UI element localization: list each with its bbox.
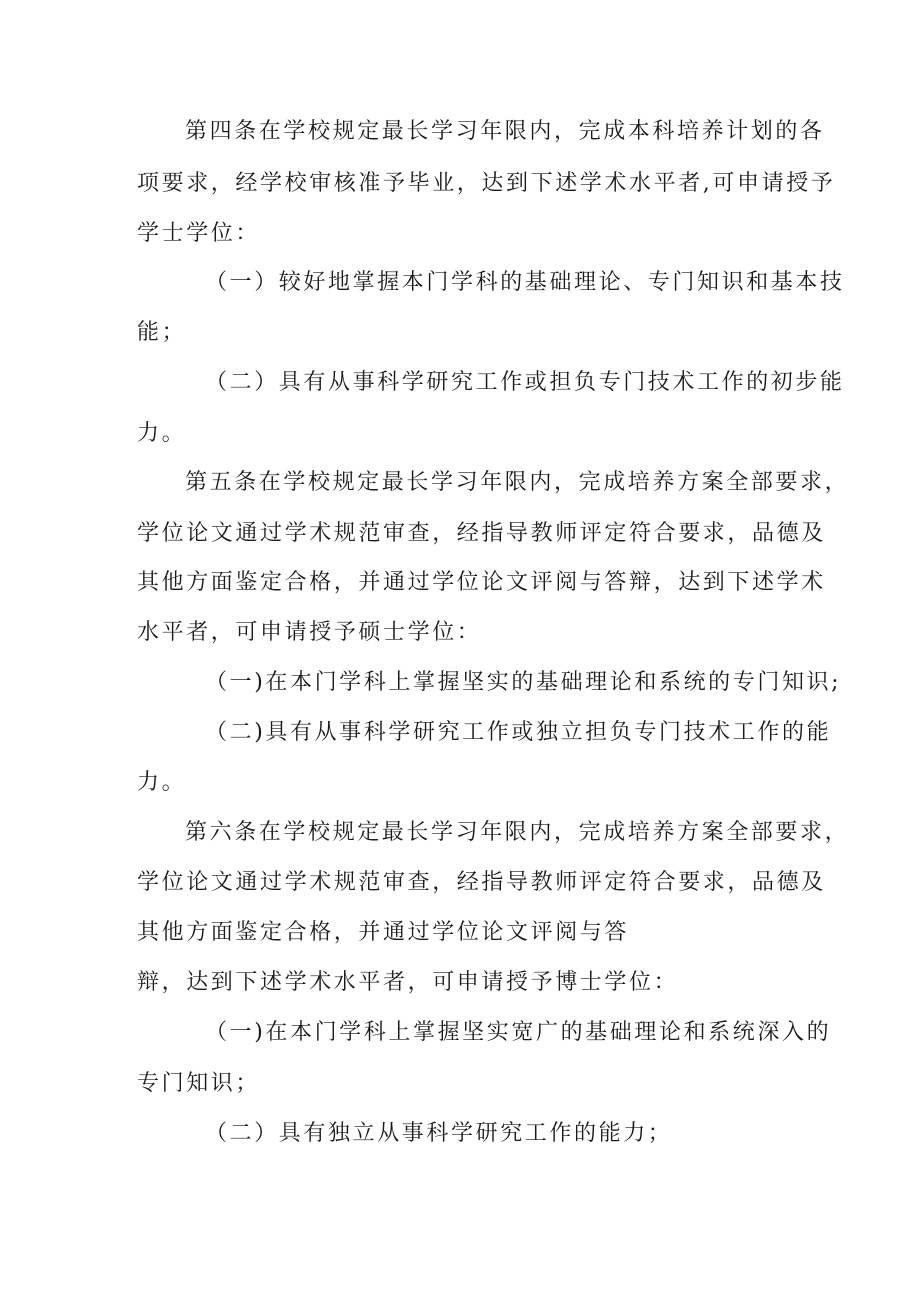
article-4-line-1: 第四条在学校规定最长学习年限内，完成本科培养计划的各 — [185, 119, 825, 144]
article-6-line-3: 其他方面鉴定合格，并通过学位论文评阅与答 — [137, 920, 630, 945]
article-6-line-4: 辩，达到下述学术水平者，可申请授予博士学位： — [137, 970, 679, 995]
article-4-item-2-line-1: （二）具有从事科学研究工作或担负专门技术工作的初步能 — [205, 370, 845, 395]
article-5-line-4: 水平者，可申请授予硕士学位： — [137, 620, 482, 645]
article-4-line-2: 项要求，经学校审核准予毕业，达到下述学术水平者,可申请授予 — [137, 171, 836, 196]
article-6-item-1-line-1: （一)在本门学科上掌握坚实宽广的基础理论和系统深入的 — [205, 1020, 832, 1045]
article-4-item-1-line-1: （一）较好地掌握本门学科的基础理论、专门知识和基本技 — [205, 270, 845, 295]
article-5-line-3: 其他方面鉴定合格，并通过学位论文评阅与答辩，达到下述学术 — [137, 570, 826, 595]
article-6-item-1-line-2: 专门知识； — [137, 1071, 261, 1096]
article-4-item-2-line-2: 力。 — [137, 421, 187, 446]
article-6-item-2: （二）具有独立从事科学研究工作的能力； — [205, 1121, 673, 1146]
article-5-item-2-line-2: 力。 — [137, 770, 187, 795]
article-6-line-2: 学位论文通过学术规范审查，经指导教师评定符合要求，品德及 — [137, 870, 826, 895]
article-5-item-1: （一)在本门学科上掌握坚实的基础理论和系统的专门知识; — [205, 670, 842, 695]
article-4-line-3: 学士学位： — [137, 221, 261, 246]
article-4-item-1-line-2: 能； — [137, 320, 187, 345]
article-5-line-2: 学位论文通过学术规范审查，经指导教师评定符合要求，品德及 — [137, 521, 826, 546]
article-5-item-2-line-1: （二)具有从事科学研究工作或独立担负专门技术工作的能 — [205, 720, 832, 745]
article-5-line-1: 第五条在学校规定最长学习年限内，完成培养方案全部要求， — [185, 470, 850, 495]
article-6-line-1: 第六条在学校规定最长学习年限内，完成培养方案全部要求， — [185, 820, 850, 845]
